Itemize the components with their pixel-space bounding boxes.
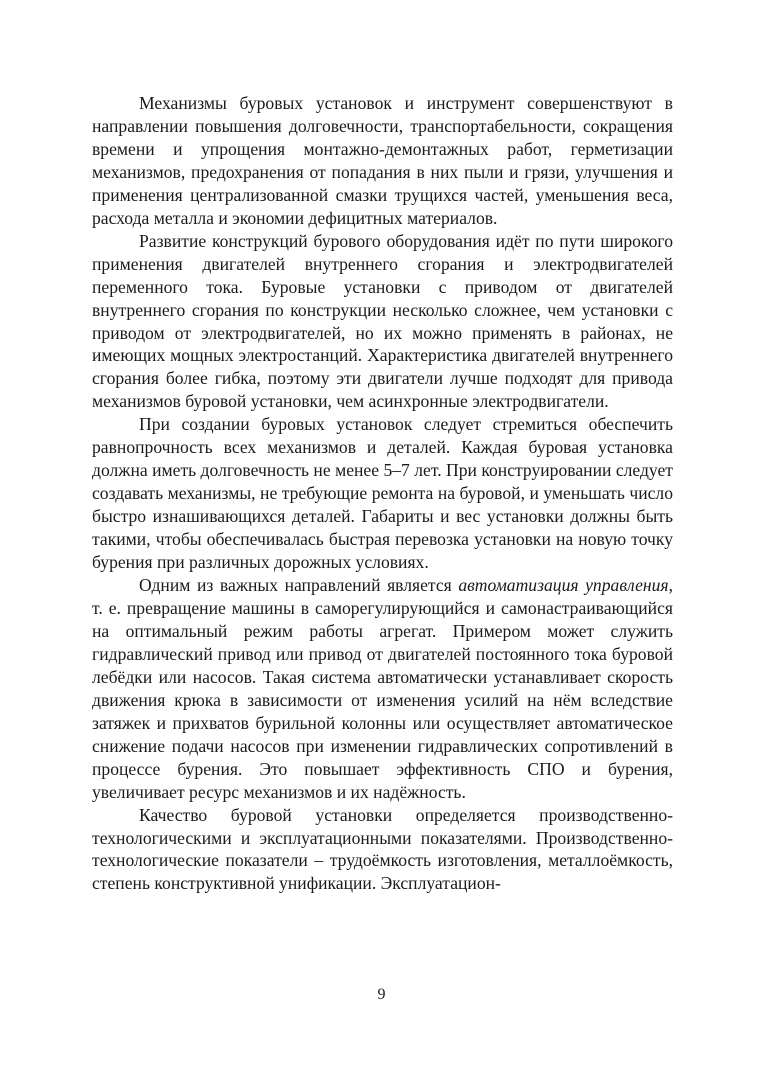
paragraph-4-rest: , т. е. превращение машины в саморегулирующийся и самонастраивающийся на оптимальный режим работы агрегат. Примером может служить гидравлический привод или привод от двигателей постоянного тока буровой лебёдки или насосов. Такая система автоматически устанавливает скорость движения крюка в зависимости от изменения усилий на нём вследствие затяжек и прихватов бурильной колонны или осуществляет автоматическое снижение подачи насосов при изменении гидравлических сопротивлений в процессе бурения. Это повышает эффективность СПО и бурения, увеличивает ресурс механизмов и их надёжность. xyxy=(92,575,673,802)
paragraph-4 xyxy=(92,574,673,804)
page-number: 9 xyxy=(377,986,386,1003)
paragraph-2: Развитие конструкций бурового оборудования идёт по пути широкого применения двигателей внутреннего сгорания и электродвигателей переменного тока. Буровые установки с приводом от двигателей внутреннего сгорания по конструкции несколько сложнее, чем установки с приводом от электродвигателей, но их можно применять в районах, не имеющих мощных электростанций. Характеристика двигателей внутреннего сгорания более гибка, поэтому эти двигатели лучше подходят для привода механизмов буровой установки, чем асинхронные электродвигатели. xyxy=(92,230,673,412)
paragraph-1: Механизмы буровых установок и инструмент совершенствуют в направлении повышения долговечности, транспортабельности, сокращения времени и упрощения монтажно-демонтажных работ, герметизации механизмов, предохранения от попадания в них пыли и грязи, улучшения и применения централизованной смазки трущихся частей, уменьшения веса, расхода металла и экономии дефицитных материалов. xyxy=(92,93,673,228)
paragraph-4-lead: Одним из важных направлений является xyxy=(139,575,459,596)
paragraph-5: Качество буровой установки определяется производственно-технологическими и эксплуатационными показателями. Производственно-технологические показатели – трудоёмкость изготовления, металлоёмкость, степень конструктивной унификации. Эксплуатацион- xyxy=(92,804,673,894)
emphasis-automation-control: автоматизация управления xyxy=(458,575,669,596)
body-text xyxy=(92,92,673,895)
paragraph-3: При создании буровых установок следует стремиться обеспечить равнопрочность всех механизмов и деталей. Каждая буровая установка должна иметь долговечность не менее 5–7 лет. При конструировании следует создавать механизмы, не требующие ремонта на буровой, и уменьшать число быстро изнашивающихся деталей. Габариты и вес установки должны быть такими, чтобы обеспечивалась быстрая перевозка установки на новую точку бурения при различных дорожных условиях. xyxy=(92,414,673,573)
